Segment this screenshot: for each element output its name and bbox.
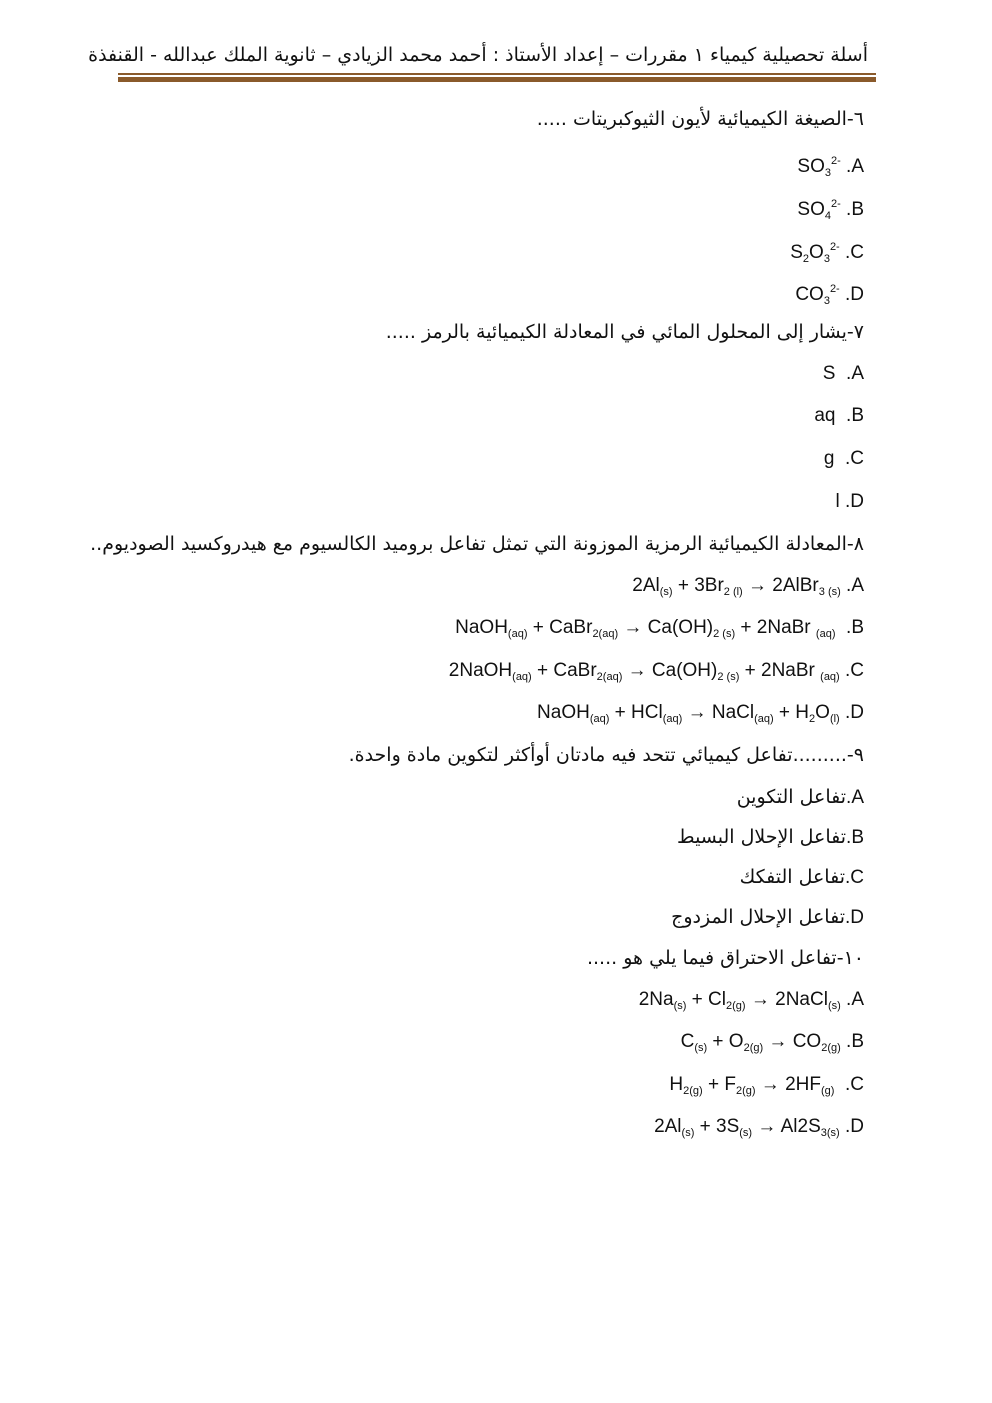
question-number: ٦-	[846, 108, 864, 130]
option-9c: تفاعل التفكك.C	[739, 866, 864, 888]
question-number: ٩-	[846, 744, 864, 766]
option-7a: S .A	[822, 363, 864, 384]
option-8c: 2NaOH$_{(aq)}$ + CaBr$_{2(aq)}$ → $Ca(OH)_{2 (s)}$ + 2NaBr $_{(aq)}$ .C	[448, 660, 864, 683]
option-10c: $H_{2(g)} + F_{2(g)} \to 2HF_{(g)}$ .C	[669, 1074, 864, 1097]
question-6	[537, 106, 864, 132]
option-8b: NaOH$_{(aq)}$ + CaBr$_{2(aq)}$ → $Ca(OH)_{2 (s)}$ + 2NaBr $_{(aq)}$ .B	[455, 617, 864, 640]
option-8d: NaOH$_{(aq)}$ + HCl$_{(aq)}$ → NaCl$_{(aq)}$ + $H_2O_{(l)}$ .D	[537, 702, 864, 725]
header-title: أسلة تحصيلية كيمياء ١ مقررات – إعداد الأستاذ : أحمد محمد الزيادي – ثانوية الملك عبدالله - القنفذة	[88, 44, 868, 66]
question-9	[349, 742, 864, 768]
question-text: الصيغة الكيميائية لأيون الثيوكبريتات .....	[536, 108, 847, 130]
option-6d: $CO_3^{2-}$ .D	[795, 283, 864, 307]
option-6b: $SO_4^{2-}$ .B	[797, 198, 864, 222]
option-6c: $S_2O_3^{2-}$ .C	[790, 241, 864, 265]
option-6a: $SO_3^{2-}$ .A	[797, 155, 864, 179]
question-10	[587, 945, 864, 971]
question-number: ٨-	[846, 533, 864, 555]
option-letter: .D	[845, 284, 864, 305]
option-letter: .B	[846, 199, 864, 220]
header-rule	[118, 73, 876, 75]
question-number: ١٠-	[836, 947, 864, 969]
header-rule-thick	[118, 77, 876, 82]
option-letter: .C	[845, 242, 864, 263]
question-number: ٧-	[846, 321, 864, 343]
option-9d: تفاعل الإحلال المزدوج.D	[671, 906, 864, 928]
question-7	[386, 319, 864, 345]
question-8	[90, 531, 864, 557]
option-10b: $C_{(s)} + O_{2(g)} \to CO_{2(g)}$ .B	[680, 1031, 864, 1054]
option-10a: $2Na_{(s)} + Cl_{2(g)}$ → 2NaCl$_{(s)}$ .A	[638, 989, 864, 1012]
question-text: المعادلة الكيميائية الرمزية الموزونة التي تمثل تفاعل بروميد الكالسيوم مع هيدروكسيد الصوديوم..	[90, 533, 847, 555]
page-header	[88, 44, 868, 66]
option-7c: g .C	[823, 448, 864, 469]
question-text: .........تفاعل كيميائي تتحد فيه مادتان أوأكثر لتكوين مادة واحدة.	[348, 744, 847, 766]
option-10d: $2Al_{(s)} + 3S_{(s)} \to Al2S_{3(s)}$ .D	[654, 1116, 864, 1139]
option-9b: تفاعل الإحلال البسيط.B	[677, 826, 864, 848]
question-text: يشار إلى المحلول المائي في المعادلة الكيميائية بالرمز .....	[385, 321, 847, 343]
option-8a: $2Al_{(s)} + 3Br_{2 (l)}$ → 2AlBr$_{3 (s)}$ .A	[632, 575, 864, 598]
option-7d: l .D	[835, 491, 864, 512]
option-letter: .A	[846, 156, 864, 177]
option-7b: aq .B	[814, 405, 864, 426]
option-9a: تفاعل التكوين.A	[736, 786, 864, 808]
question-text: تفاعل الاحتراق فيما يلي هو .....	[586, 947, 837, 969]
